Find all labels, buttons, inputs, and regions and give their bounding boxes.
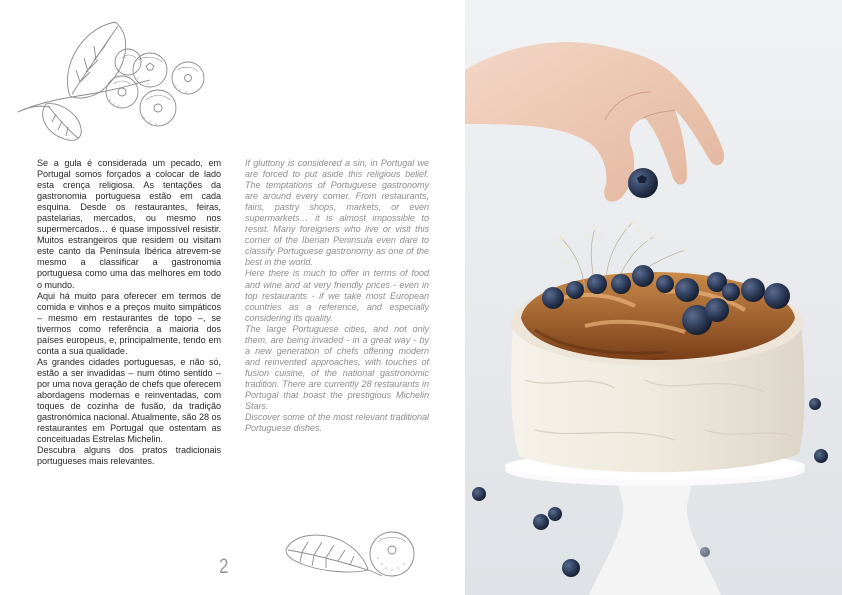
portuguese-paragraph: Aqui há muito para oferecer em termos de comida e vinhos e a preços muito simpáticos – mesmo em restaurantes de topo –, se tivermos como referência a maioria dos países europeus, e, principalmente, tendo em conta a sua qualidade. [37,290,221,356]
english-paragraph: Here there is much to offer in terms of food and wine and at very friendly prices - even in top restaurants - if we take most European countries as a reference, and especially considering its quality. [245,268,429,323]
portuguese-text-column [37,158,221,467]
english-paragraph: The large Portuguese cities, and not only them, are being invaded - in a great way - by a new generation of chefs offering modern and reinvented approaches, with touches of fusion cuisine, of the national gastronomic tradition. There are currently 28 restaurants in Portugal that boast the prestigious Michelin Stars. [245,323,429,412]
english-paragraph: If gluttony is considered a sin, in Portugal we are forced to put aside this religious belief. The temptations of Portuguese gastronomy are around every corner. From restaurants, fairs, pastry shops, markets, or even supermarkets… it is almost impossible to resist. Many foreigners who live or visit this corner of the Iberian Peninsula even dare to classify Portuguese gastronomy as one of the best in the world. [245,158,429,268]
blueberry-branch-illustration [10,14,205,144]
portuguese-paragraph: Descubra alguns dos pratos tradicionais portugueses mais relevantes. [37,445,221,467]
portuguese-paragraph: As grandes cidades portuguesas, e não só, estão a ser invadidas – num ótimo sentido – por uma nova geração de chefs que oferecem abordagens modernas e reinventadas, com toques de cozinha de fusão, da tradição gastronómica nacional. Atualmente, são 28 os restaurantes em Portugal que ostentam as conceituadas Estrelas Michelin. [37,356,221,445]
portuguese-paragraph: Se a gula é considerada um pecado, em Portugal somos forçados a colocar de lado esta crença religiosa. As tentações da gastronomia portuguesa estão em cada esquina. Desde os restaurantes, feiras, pastelarias, mercados, ou mesmo nos supermercados… é quase impossível resistir. Muitos estrangeiros que residem ou visitam este canto da Península Ibérica atrevem-se mesmo a classificar a gastronomia portuguesa como uma das melhores em todo o mundo. [37,158,221,290]
english-paragraph: Discover some of the most relevant traditional Portuguese dishes. [245,412,429,434]
english-text-column [245,158,429,434]
leaf-and-berry-illustration [282,528,422,583]
page-number: 2 [219,555,229,578]
cake-photograph [465,0,842,595]
